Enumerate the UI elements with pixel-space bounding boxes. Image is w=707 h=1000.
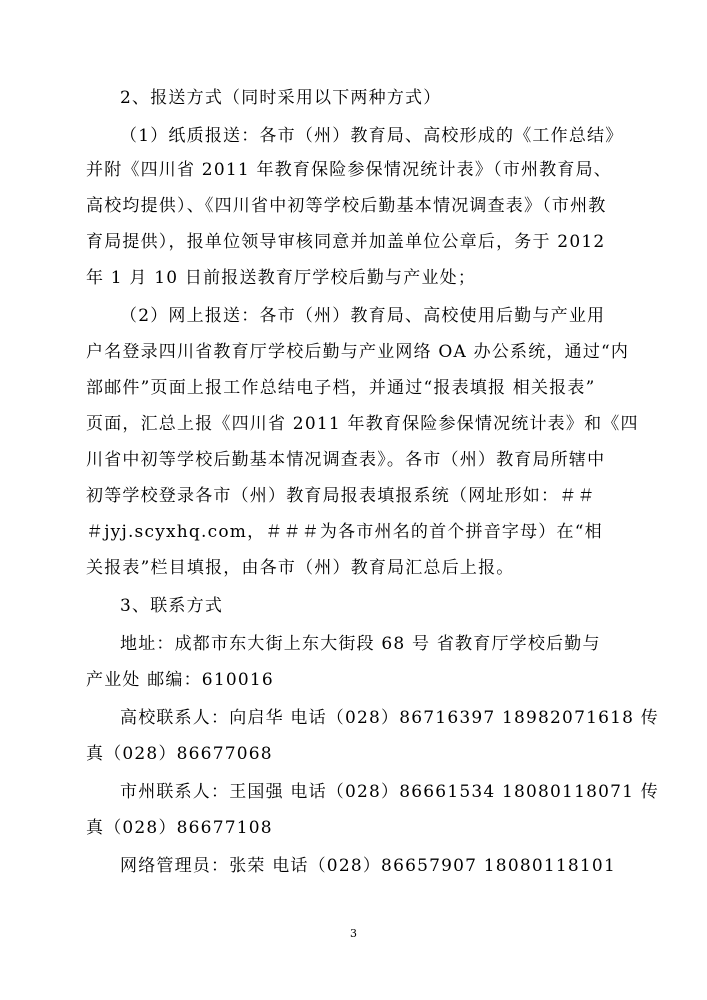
contact-city-line-2: 真（028）86677108	[86, 818, 273, 838]
contact-university-line-1: 高校联系人：向启华 电话（028）86716397 18982071618 传	[120, 708, 659, 728]
paragraph-online-submission-line-5: 川省中初等学校后勤基本情况调查表》。各市（州）教育局所辖中	[86, 450, 606, 470]
heading-submission-method: 2、报送方式（同时采用以下两种方式）	[120, 88, 442, 108]
paragraph-paper-submission-line-4: 育局提供），报单位领导审核同意并加盖单位公章后，务于 2012	[86, 232, 606, 252]
paragraph-online-submission-line-4: 页面，汇总上报《四川省 2011 年教育保险参保情况统计表》和《四	[86, 414, 639, 434]
contact-university-line-2: 真（028）86677068	[86, 744, 273, 764]
paragraph-paper-submission-line-2: 并附《四川省 2011 年教育保险参保情况统计表》（市州教育局、	[86, 160, 612, 180]
page-number: 3	[350, 927, 357, 940]
paragraph-online-submission-line-1: （2）网上报送：各市（州）教育局、高校使用后勤与产业用	[120, 306, 606, 326]
heading-contact-info: 3、联系方式	[120, 596, 224, 616]
paragraph-paper-submission-line-5: 年 1 月 10 日前报送教育厅学校后勤与产业处；	[86, 268, 477, 288]
contact-address-line-1: 地址：成都市东大街上东大街段 68 号 省教育厅学校后勤与	[120, 634, 601, 654]
paragraph-online-submission-line-3: 部邮件”页面上报工作总结电子档，并通过“报表填报 相关报表”	[86, 378, 596, 398]
paragraph-online-submission-line-6: 初等学校登录各市（州）教育局报表填报系统（网址形如：＃＃	[86, 486, 596, 506]
paragraph-paper-submission-line-3: 高校均提供）、《四川省中初等学校后勤基本情况调查表》（市州教	[86, 196, 607, 216]
contact-network-admin: 网络管理员：张荣 电话（028）86657907 18080118101	[120, 856, 616, 876]
contact-address-line-2: 产业处 邮编：610016	[86, 670, 274, 690]
paragraph-online-submission-line-8: 关报表”栏目填报，由各市（州）教育局汇总后上报。	[86, 558, 515, 578]
paragraph-paper-submission-line-1: （1）纸质报送：各市（州）教育局、高校形成的《工作总结》	[120, 126, 624, 146]
paragraph-online-submission-line-7: ＃jyj.scyxhq.com，＃＃＃为各市州名的首个拼音字母）在“相	[86, 522, 603, 542]
paragraph-online-submission-line-2: 户名登录四川省教育厅学校后勤与产业网络 OA 办公系统，通过“内	[86, 342, 630, 362]
contact-city-line-1: 市州联系人：王国强 电话（028）86661534 18080118071 传	[120, 782, 659, 802]
